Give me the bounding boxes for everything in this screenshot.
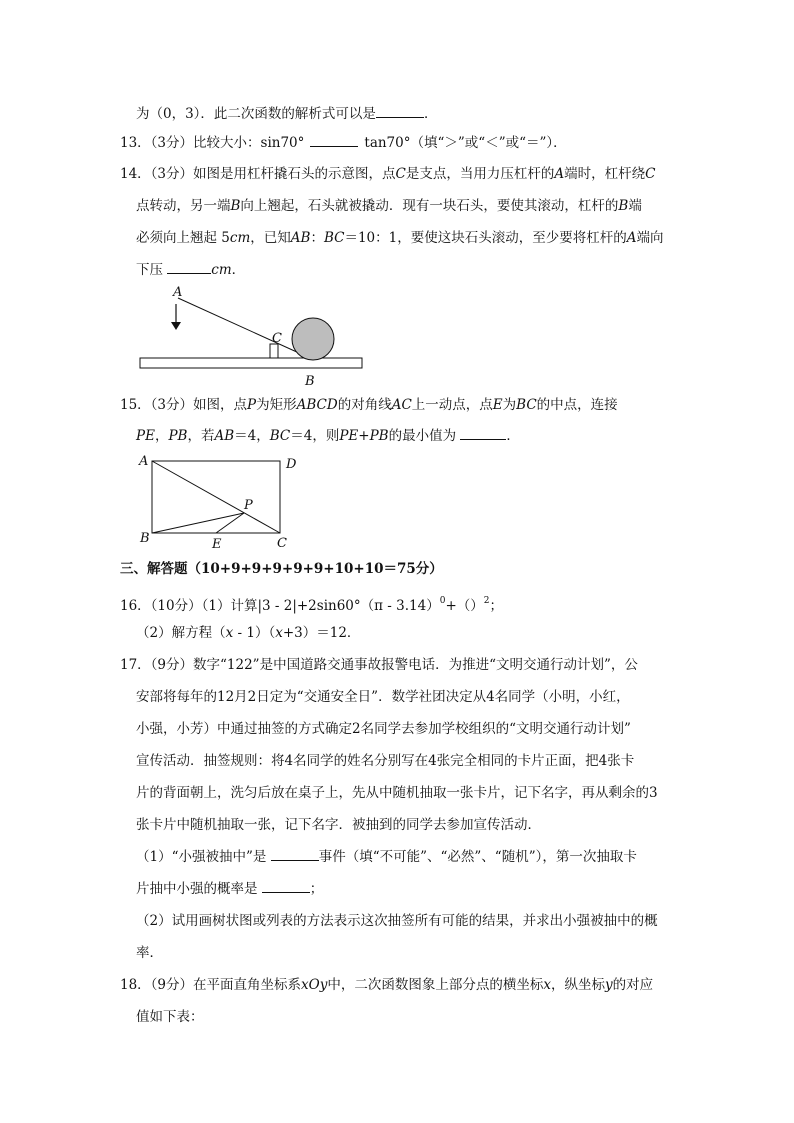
question-17-line4: 宣传活动．抽签规则：将4名同学的姓名分别写在4张完全相同的卡片正面，把4张卡	[136, 753, 635, 769]
arrow-head-icon	[171, 322, 181, 330]
question-17-line3: 小强，小芳）中通过抽签的方式确定2名同学去参加学校组织的“文明交通行动计划”	[136, 721, 631, 737]
question-17-line10: 率．	[136, 945, 163, 961]
question-17-line6: 张卡片中随机抽取一张，记下名字．被抽到的同学去参加宣传活动．	[136, 817, 541, 833]
diagonal-ac	[152, 461, 280, 533]
question-18-line2: 值如下表：	[136, 1009, 204, 1025]
question-17-line7: （1）“小强被抽中”是 事件（填“不可能”、“必然”、“随机”），第一次抽取卡	[136, 849, 637, 865]
question-17-line2: 安部将每年的12月2日定为“交通安全日”．数学社团决定从4名同学（小明，小红，	[136, 689, 630, 705]
rectangle-figure	[134, 450, 304, 552]
lever-rod	[178, 298, 310, 358]
question-15-line1: 15．（3分）如图，点P为矩形ABCD的对角线AC上一动点，点E为BC的中点，连接	[120, 397, 618, 413]
label-c: C	[277, 536, 287, 551]
answer-blank[interactable]	[310, 134, 358, 147]
question-16-line1: 16．（10分）（1）计算|3 - 2|+2sin60°（π - 3.14）$^0$+（）$^2$；	[120, 596, 503, 614]
question-14-line2: 点转动，另一端B向上翘起，石头就被撬动．现有一块石头，要使其滚动，杠杆的B端	[136, 198, 642, 214]
label-d: D	[286, 457, 297, 472]
answer-blank[interactable]	[167, 261, 211, 274]
question-14-line1: 14．（3分）如图是用杠杆撬石头的示意图，点C是支点，当用力压杠杆的A端时，杠杆绕C	[120, 166, 656, 182]
fulcrum	[270, 344, 278, 358]
question-17-line9: （2）试用画树状图或列表的方法表示这次抽签所有可能的结果，并求出小强被抽中的概	[136, 913, 658, 929]
question-14-line4: 下压 cm．	[136, 262, 246, 278]
label-p: P	[244, 498, 253, 513]
lever-figure	[130, 282, 370, 392]
answer-blank[interactable]	[262, 880, 310, 893]
q12-tail: 为（0，3）．此二次函数的解析式可以是 ．	[136, 106, 438, 122]
label-a: A	[139, 454, 149, 469]
question-16-line2: （2）解方程（x - 1）（x+3）＝12．	[136, 625, 361, 641]
question-17-line8: 片抽中小强的概率是 ；	[136, 881, 324, 897]
section-3-heading: 三、解答题（10+9+9+9+9+9+10+10＝75分）	[120, 561, 443, 577]
question-15-line2: PE，PB，若AB＝4，BC＝4，则PE+PB的最小值为 ．	[136, 428, 520, 444]
stone	[292, 318, 334, 360]
question-13: 13．（3分）比较大小：sin70° tan70°（填“＞”或“＜”或“＝”）．	[120, 135, 567, 151]
question-18-line1: 18．（9分）在平面直角坐标系xOy中，二次函数图象上部分点的横坐标x，纵坐标y的对应	[120, 977, 654, 993]
question-17-line1: 17．（9分）数字“122”是中国道路交通事故报警电话．为推进“文明交通行动计划”，公	[120, 657, 638, 673]
label-e: E	[212, 537, 222, 552]
answer-blank[interactable]	[271, 848, 319, 861]
label-b: B	[140, 531, 150, 546]
ground-bar	[140, 358, 362, 368]
label-c: C	[272, 331, 282, 346]
answer-blank[interactable]	[460, 427, 506, 440]
label-a: A	[173, 285, 183, 300]
question-17-line5: 片的背面朝上，洗匀后放在桌子上，先从中随机抽取一张卡片，记下名字，再从剩余的3	[136, 785, 658, 801]
label-b: B	[305, 374, 315, 389]
answer-blank[interactable]	[376, 105, 424, 118]
question-14-line3: 必须向上翘起 5cm，已知AB：BC＝10：1，要使这块石头滚动，至少要将杠杆的A端向	[136, 230, 664, 246]
